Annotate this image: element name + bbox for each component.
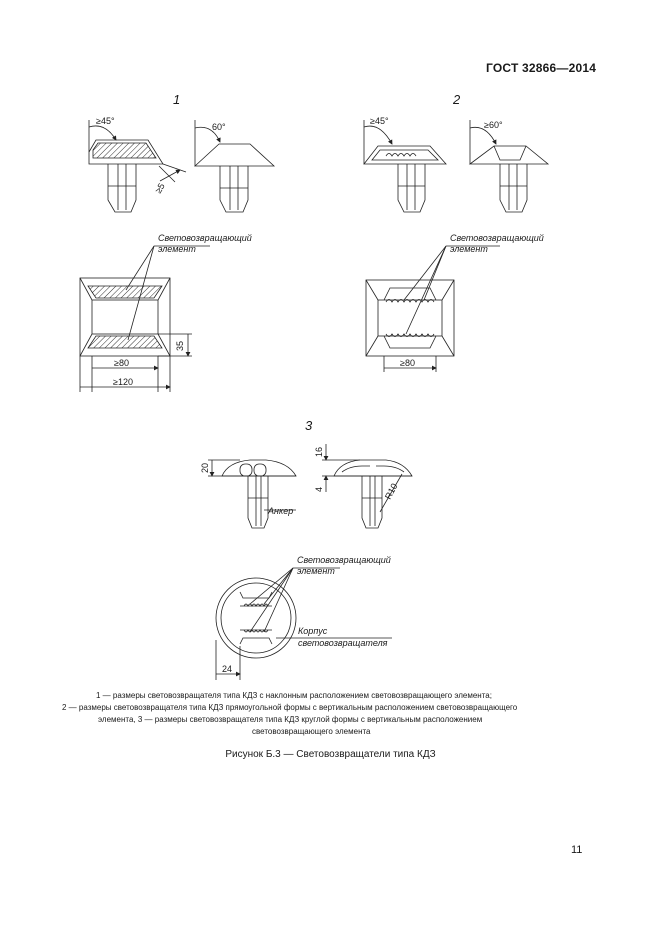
v1-angle-left: ≥45° (96, 116, 115, 126)
v1-dim-5: ≥5 (153, 181, 167, 195)
variant-label-2: 2 (453, 92, 461, 107)
v1-dim-80: ≥80 (114, 358, 129, 368)
v1-dim-120: ≥120 (113, 377, 133, 387)
v3-side-view-left (208, 460, 296, 528)
v3-element-label-line1: Световозвращающий (297, 555, 391, 565)
variant-label-3: 3 (305, 418, 313, 433)
v3-dim-16: 16 (314, 446, 324, 457)
v1-side-view-right (195, 120, 274, 212)
v2-angle-left: ≥45° (370, 116, 389, 126)
note-line-3: элемента, 3 — размеры световозвращателя типа КДЗ круглой формы с вертикальным расположением (98, 715, 483, 724)
note-line-4: световозвращающего элемента (252, 727, 371, 736)
v1-top-view (80, 246, 210, 392)
note-line-2: 2 — размеры световозвращателя типа КДЗ прямоугольной формы с вертикальным расположением световозвращающего (62, 703, 518, 712)
v3-top-view (216, 568, 392, 680)
v1-dim-35: 35 (175, 340, 185, 351)
v1-element-label-line2: элемент (158, 244, 196, 254)
standard-code: ГОСТ 32866—2014 (486, 61, 597, 75)
v3-dim-4: 4 (314, 486, 324, 492)
v2-top-view (366, 246, 500, 372)
v3-dim-r10: R10 (382, 481, 400, 501)
v3-element-label-line2: элемент (297, 566, 335, 576)
v1-angle-right: 60° (212, 122, 226, 132)
anchor-label: Анкер (268, 506, 294, 516)
v1-side-view-left (89, 120, 186, 212)
v2-element-label-line2: элемент (450, 244, 488, 254)
v3-dim-20: 20 (200, 462, 210, 473)
v2-side-view-right (470, 120, 548, 212)
v2-element-label-line1: Световозвращающий (450, 233, 544, 243)
v2-side-view-left (364, 120, 446, 212)
v2-dim-80: ≥80 (400, 358, 415, 368)
body-label-line1: Корпус (298, 626, 328, 636)
v1-element-label-line1: Световозвращающий (158, 233, 252, 243)
body-label-line2: световозвращателя (298, 638, 388, 648)
page-number: 11 (571, 844, 583, 856)
figure-caption: Рисунок Б.3 — Световозвращатели типа КДЗ (225, 749, 436, 760)
v2-angle-right: ≥60° (484, 120, 503, 130)
variant-label-1: 1 (173, 92, 181, 107)
note-line-1: 1 — размеры световозвращателя типа КДЗ с наклонным расположением световозвращающего элемента; (96, 691, 492, 700)
v3-dim-24: 24 (222, 664, 233, 674)
